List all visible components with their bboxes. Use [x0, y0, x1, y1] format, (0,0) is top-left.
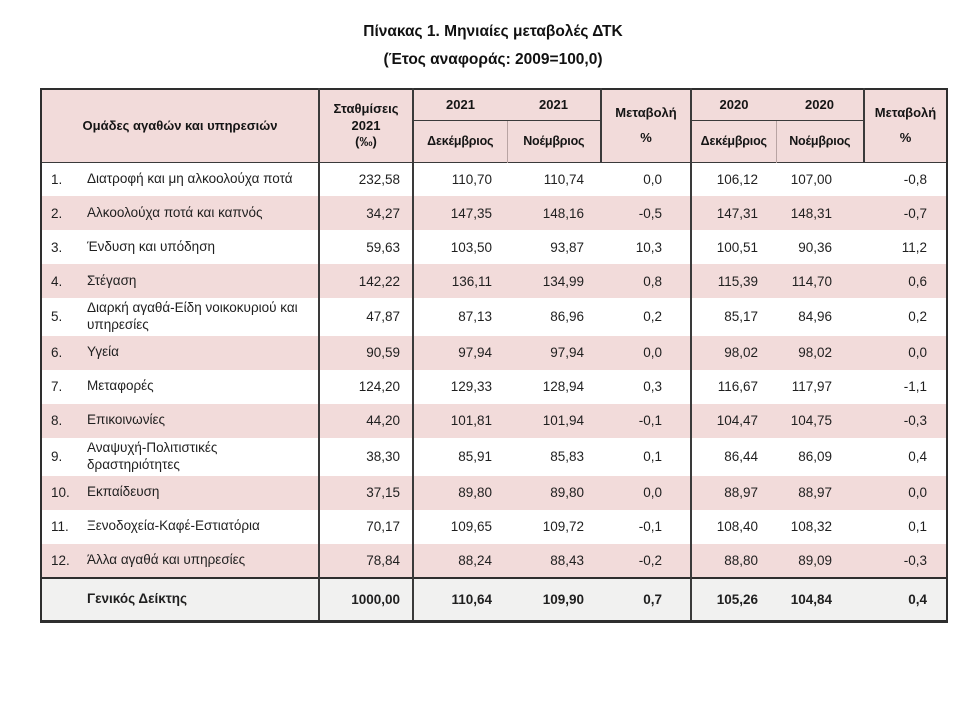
table-row [41, 298, 947, 336]
header-change-2020-line2: % [899, 129, 912, 145]
page-subtitle: (Έτος αναφοράς: 2009=100,0) [383, 50, 603, 68]
cell-change2021: -0,1 [601, 404, 691, 438]
header-change-2021-line2: % [640, 129, 652, 145]
cell-weight: 37,15 [319, 476, 413, 510]
cell-num: 1. [41, 162, 77, 196]
cell-change2020: 11,2 [864, 230, 947, 264]
table-row [41, 264, 947, 298]
cell-dec2020: 88,97 [691, 476, 776, 510]
header-month-november-2021: Νοέμβριος [507, 120, 601, 162]
cell-nov2021: 89,80 [507, 476, 601, 510]
cell-num [41, 578, 77, 622]
cell-dec2020: 116,67 [691, 370, 776, 404]
cell-weight: 78,84 [319, 544, 413, 578]
cell-dec2020: 115,39 [691, 264, 776, 298]
cell-nov2020: 104,75 [776, 404, 864, 438]
header-weights-line3: (‰) [355, 133, 377, 149]
cell-weight: 90,59 [319, 336, 413, 370]
cell-nov2020: 114,70 [776, 264, 864, 298]
cell-change2021: 0,0 [601, 336, 691, 370]
table-row [41, 336, 947, 370]
cell-change2020: 0,0 [864, 336, 947, 370]
cell-num: 4. [41, 264, 77, 298]
header-weights-line2: 2021 [351, 117, 381, 133]
table-row [41, 162, 947, 196]
cell-dec2020: 147,31 [691, 196, 776, 230]
cell-nov2020: 90,36 [776, 230, 864, 264]
cell-nov2020: 98,02 [776, 336, 864, 370]
page-title: Πίνακας 1. Μηνιαίες μεταβολές ΔΤΚ [363, 23, 623, 40]
cell-nov2021: 86,96 [507, 298, 601, 336]
cell-weight: 34,27 [319, 196, 413, 230]
cell-change2021: 0,0 [601, 476, 691, 510]
table-total-row [41, 578, 947, 622]
cell-nov2021: 110,74 [507, 162, 601, 196]
cell-change2021: -0,1 [601, 510, 691, 544]
table-row [41, 476, 947, 510]
header-change-2021 [601, 89, 691, 162]
cell-nov2021: 85,83 [507, 438, 601, 476]
cell-change2020: -0,3 [864, 544, 947, 578]
cell-weight: 232,58 [319, 162, 413, 196]
cell-dec2020: 108,40 [691, 510, 776, 544]
cell-nov2020: 104,84 [776, 578, 864, 622]
header-year-2021-december: 2021 [413, 89, 507, 120]
cell-nov2021: 101,94 [507, 404, 601, 438]
cell-num: 12. [41, 544, 77, 578]
cell-nov2021: 97,94 [507, 336, 601, 370]
table-row [41, 404, 947, 438]
header-weights [319, 89, 413, 162]
cell-dec2021: 109,65 [413, 510, 507, 544]
cell-dec2021: 136,11 [413, 264, 507, 298]
cell-nov2021: 109,72 [507, 510, 601, 544]
cell-name: Ένδυση και υπόδηση [77, 230, 319, 264]
header-year-2020-december: 2020 [691, 89, 776, 120]
table-body [41, 162, 947, 622]
cell-dec2021: 110,64 [413, 578, 507, 622]
cell-name: Διατροφή και μη αλκοολούχα ποτά [77, 162, 319, 196]
cell-weight: 1000,00 [319, 578, 413, 622]
cell-change2020: 0,1 [864, 510, 947, 544]
cell-dec2020: 106,12 [691, 162, 776, 196]
cell-nov2020: 88,97 [776, 476, 864, 510]
cell-weight: 70,17 [319, 510, 413, 544]
cell-dec2021: 89,80 [413, 476, 507, 510]
header-year-2021-november: 2021 [507, 89, 601, 120]
table-header [41, 89, 947, 162]
cell-change2020: 0,2 [864, 298, 947, 336]
cell-name: Εκπαίδευση [77, 476, 319, 510]
cell-change2020: 0,0 [864, 476, 947, 510]
cell-change2021: -0,5 [601, 196, 691, 230]
cell-change2020: -0,3 [864, 404, 947, 438]
cell-dec2020: 98,02 [691, 336, 776, 370]
cell-weight: 47,87 [319, 298, 413, 336]
cell-name: Υγεία [77, 336, 319, 370]
cell-dec2021: 129,33 [413, 370, 507, 404]
table-row [41, 370, 947, 404]
cell-dec2021: 97,94 [413, 336, 507, 370]
cell-change2021: 0,8 [601, 264, 691, 298]
cell-num: 8. [41, 404, 77, 438]
cpi-monthly-changes-table [40, 88, 948, 623]
cell-change2021: 0,3 [601, 370, 691, 404]
cell-name: Γενικός Δείκτης [77, 578, 319, 622]
cell-num: 6. [41, 336, 77, 370]
table-row [41, 438, 947, 476]
cell-nov2020: 84,96 [776, 298, 864, 336]
cell-name: Μεταφορές [77, 370, 319, 404]
header-groups: Ομάδες αγαθών και υπηρεσιών [41, 89, 319, 162]
cell-num: 11. [41, 510, 77, 544]
table-row [41, 544, 947, 578]
cell-num: 3. [41, 230, 77, 264]
cell-change2020: -1,1 [864, 370, 947, 404]
cell-change2021: -0,2 [601, 544, 691, 578]
cell-weight: 38,30 [319, 438, 413, 476]
cell-change2021: 0,0 [601, 162, 691, 196]
cell-dec2021: 103,50 [413, 230, 507, 264]
cell-change2020: -0,8 [864, 162, 947, 196]
header-year-2020-november: 2020 [776, 89, 864, 120]
cell-dec2020: 105,26 [691, 578, 776, 622]
cell-num: 5. [41, 298, 77, 336]
header-change-2020-line1: Μεταβολή [874, 105, 937, 121]
cell-name: Διαρκή αγαθά-Είδη νοικοκυριού και υπηρεσίες [77, 298, 319, 336]
header-month-december-2020: Δεκέμβριος [691, 120, 776, 162]
cell-change2020: 0,4 [864, 578, 947, 622]
cell-nov2020: 107,00 [776, 162, 864, 196]
cell-num: 2. [41, 196, 77, 230]
header-month-november-2020: Νοέμβριος [776, 120, 864, 162]
cell-nov2020: 86,09 [776, 438, 864, 476]
cell-nov2021: 128,94 [507, 370, 601, 404]
cell-change2020: -0,7 [864, 196, 947, 230]
cell-change2021: 10,3 [601, 230, 691, 264]
cell-name: Άλλα αγαθά και υπηρεσίες [77, 544, 319, 578]
cell-weight: 59,63 [319, 230, 413, 264]
cell-dec2020: 86,44 [691, 438, 776, 476]
cell-dec2020: 100,51 [691, 230, 776, 264]
cell-dec2021: 88,24 [413, 544, 507, 578]
cell-nov2020: 108,32 [776, 510, 864, 544]
cell-dec2021: 85,91 [413, 438, 507, 476]
cell-name: Επικοινωνίες [77, 404, 319, 438]
cell-nov2020: 117,97 [776, 370, 864, 404]
cell-name: Αλκοολούχα ποτά και καπνός [77, 196, 319, 230]
cell-nov2021: 148,16 [507, 196, 601, 230]
cell-change2021: 0,7 [601, 578, 691, 622]
cell-change2021: 0,2 [601, 298, 691, 336]
cell-name: Ξενοδοχεία-Καφέ-Εστιατόρια [77, 510, 319, 544]
cell-dec2020: 85,17 [691, 298, 776, 336]
cell-dec2021: 101,81 [413, 404, 507, 438]
cell-dec2020: 88,80 [691, 544, 776, 578]
table-title-block [40, 24, 946, 67]
cell-change2020: 0,4 [864, 438, 947, 476]
cell-weight: 44,20 [319, 404, 413, 438]
cell-nov2020: 148,31 [776, 196, 864, 230]
cell-change2021: 0,1 [601, 438, 691, 476]
table-row [41, 510, 947, 544]
cell-nov2021: 93,87 [507, 230, 601, 264]
header-month-december-2021: Δεκέμβριος [413, 120, 507, 162]
cell-name: Αναψυχή-Πολιτιστικές δραστηριότητες [77, 438, 319, 476]
cell-num: 10. [41, 476, 77, 510]
header-weights-line1: Σταθμίσεις [333, 101, 399, 117]
cell-dec2021: 147,35 [413, 196, 507, 230]
cell-nov2021: 134,99 [507, 264, 601, 298]
header-row-years [41, 89, 947, 120]
cell-dec2021: 87,13 [413, 298, 507, 336]
header-change-2021-line1: Μεταβολή [615, 105, 677, 121]
cell-nov2021: 88,43 [507, 544, 601, 578]
cell-dec2020: 104,47 [691, 404, 776, 438]
cell-nov2021: 109,90 [507, 578, 601, 622]
cell-dec2021: 110,70 [413, 162, 507, 196]
cell-weight: 142,22 [319, 264, 413, 298]
table-row [41, 196, 947, 230]
table-row [41, 230, 947, 264]
cell-num: 7. [41, 370, 77, 404]
header-change-2020 [864, 89, 947, 162]
cell-weight: 124,20 [319, 370, 413, 404]
cell-nov2020: 89,09 [776, 544, 864, 578]
cell-change2020: 0,6 [864, 264, 947, 298]
cell-num: 9. [41, 438, 77, 476]
cell-name: Στέγαση [77, 264, 319, 298]
